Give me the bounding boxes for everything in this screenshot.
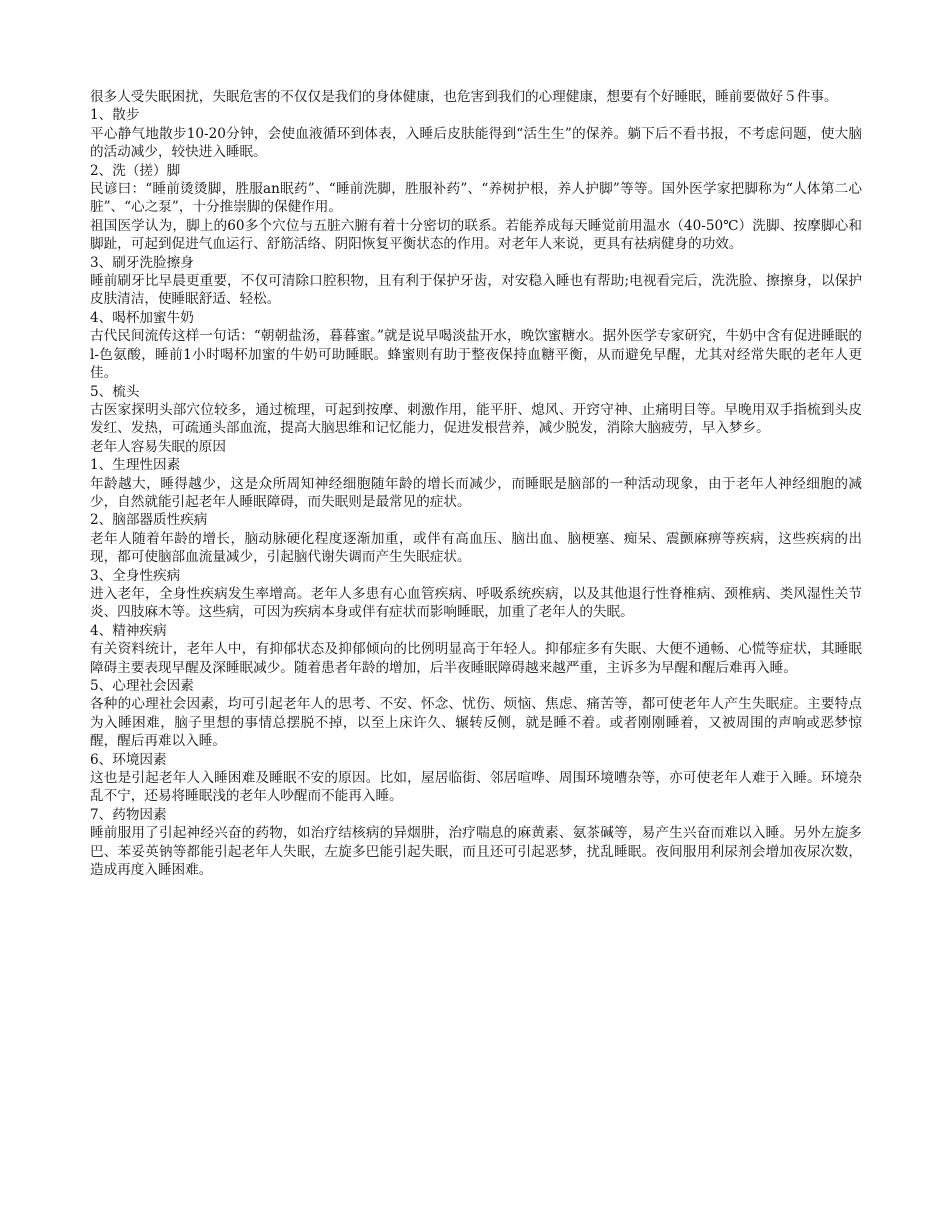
intro-paragraph: 很多人受失眠困扰，失眠危害的不仅仅是我们的身体健康，也危害到我们的心理健康，想要有个好睡眠，睡前要做好５件事。 (90, 89, 838, 105)
cause-heading-brain-disease: 2、脑部器质性疾病 (90, 512, 208, 529)
section-title-causes: 老年人容易失眠的原因 (90, 438, 226, 455)
tip-text-comb-hair: 古医家探明头部穴位较多，通过梳理，可起到按摩、刺激作用，能平肝、熄风、开窍守神、止痛明目等。早晚用双手指梳到头皮发红、发热，可疏通头部血流，提高大脑思维和记忆能力，促进发根营养，减少脱发，消除大脑疲劳，早入梦乡。 (90, 401, 862, 437)
tip-heading-walk: 1、散步 (90, 107, 140, 124)
tip-text-honey-milk: 古代民间流传这样一句话：“朝朝盐汤，暮暮蜜。”就是说早喝淡盐开水，晚饮蜜糖水。据外医学专家研究，牛奶中含有促进睡眠的l-色氨酸，睡前1小时喝杯加蜜的牛奶可助睡眠。蜂蜜则有助于整夜保持血糖平衡，从而避免早醒，尤其对经常失眠的老年人更佳。 (90, 328, 862, 382)
tip-text-foot-wash-1: 民谚曰：“睡前烫烫脚，胜服an眠药”、“睡前洗脚，胜服补药”、“养树护根，养人护脚”等等。国外医学家把脚称为“人体第二心脏”、“心之泵”，十分推崇脚的保健作用。 (90, 181, 862, 216)
cause-text-medication: 睡前服用了引起神经兴奋的药物，如治疗结核病的异烟肼，治疗喘息的麻黄素、氨茶碱等，易产生兴奋而难以入睡。另外左旋多巴、苯妥英钠等都能引起老年人失眠，左旋多巴能引起失眠，而且还可引起恶梦，扰乱睡眠。夜间服用利尿剂会增加夜尿次数，造成再度入睡困难。 (90, 825, 862, 879)
cause-text-environment: 这也是引起老年人入睡困难及睡眠不安的原因。比如，屋居临街、邻居喧哗、周围环境嘈杂等，亦可使老年人难于入睡。环境杂乱不宁，还易将睡眠浅的老年人吵醒而不能再入睡。 (90, 770, 862, 805)
tip-heading-foot-wash: 2、洗（搓）脚 (90, 162, 181, 179)
cause-heading-environment: 6、环境因素 (90, 751, 167, 768)
cause-heading-systemic-disease: 3、全身性疾病 (90, 567, 181, 584)
cause-text-mental-illness: 有关资料统计，老年人中，有抑郁状态及抑郁倾向的比例明显高于年轻人。抑郁症多有失眠、大便不通畅、心慌等症状，其睡眠障碍主要表现早醒及深睡眠减少。随着患者年龄的增加，后半夜睡眠障碍越来越严重，主诉多为早醒和醒后难再入睡。 (90, 641, 862, 676)
cause-heading-physiological: 1、生理性因素 (90, 457, 181, 474)
tip-heading-honey-milk: 4、喝杯加蜜牛奶 (90, 309, 194, 326)
document-body (90, 88, 862, 879)
cause-heading-psychosocial: 5、心理社会因素 (90, 678, 194, 694)
tip-text-foot-wash-2: 祖国医学认为，脚上的60多个穴位与五脏六腑有着十分密切的联系。若能养成每天睡觉前用温水（40-50℃）洗脚、按摩脚心和脚趾，可起到促进气血运行、舒筋活络、阴阳恢复平衡状态的作用。对老年人来说，更具有祛病健身的功效。 (90, 217, 862, 253)
cause-heading-mental-illness: 4、精神疾病 (90, 622, 167, 639)
cause-text-physiological: 年龄越大，睡得越少，这是众所周知神经细胞随年龄的增长而减少，而睡眠是脑部的一种活动现象，由于老年人神经细胞的减少，自然就能引起老年人睡眠障碍，而失眠则是最常见的症状。 (90, 475, 862, 510)
tip-text-walk: 平心静气地散步10-20分钟，会使血液循环到体表，入睡后皮肤能得到“活生生”的保养。躺下后不看书报，不考虑问题，使大脑的活动减少，较快进入睡眠。 (90, 125, 862, 161)
tip-text-brush-teeth: 睡前刷牙比早晨更重要，不仅可清除口腔积物，且有利于保护牙齿，对安稳入睡也有帮助;电视看完后，洗洗脸、擦擦身，以保护皮肤清洁，使睡眠舒适、轻松。 (90, 273, 862, 308)
cause-text-psychosocial: 各种的心理社会因素，均可引起老年人的思考、不安、怀念、忧伤、烦恼、焦虑、痛苦等，都可使老年人产生失眠症。主要特点为入睡困难，脑子里想的事情总摆脱不掉，以至上床许久、辗转反侧，就是睡不着。或者刚刚睡着，又被周围的声响或恶梦惊醒，醒后再难以入睡。 (90, 696, 862, 750)
tip-heading-comb-hair: 5、梳头 (90, 383, 140, 400)
cause-text-systemic-disease: 进入老年，全身性疾病发生率增高。老年人多患有心血管疾病、呼吸系统疾病，以及其他退行性脊椎病、颈椎病、类风湿性关节炎、四肢麻木等。这些病，可因为疾病本身或伴有症状而影响睡眠，加重了老年人的失眠。 (90, 585, 862, 621)
tip-heading-brush-teeth: 3、刷牙洗脸擦身 (90, 254, 194, 271)
cause-heading-medication: 7、药物因素 (90, 806, 167, 823)
cause-text-brain-disease: 老年人随着年龄的增长，脑动脉硬化程度逐渐加重，或伴有高血压、脑出血、脑梗塞、痴呆、震颤麻痹等疾病，这些疾病的出现，都可使脑部血流量减少，引起脑代谢失调而产生失眠症状。 (90, 530, 862, 566)
